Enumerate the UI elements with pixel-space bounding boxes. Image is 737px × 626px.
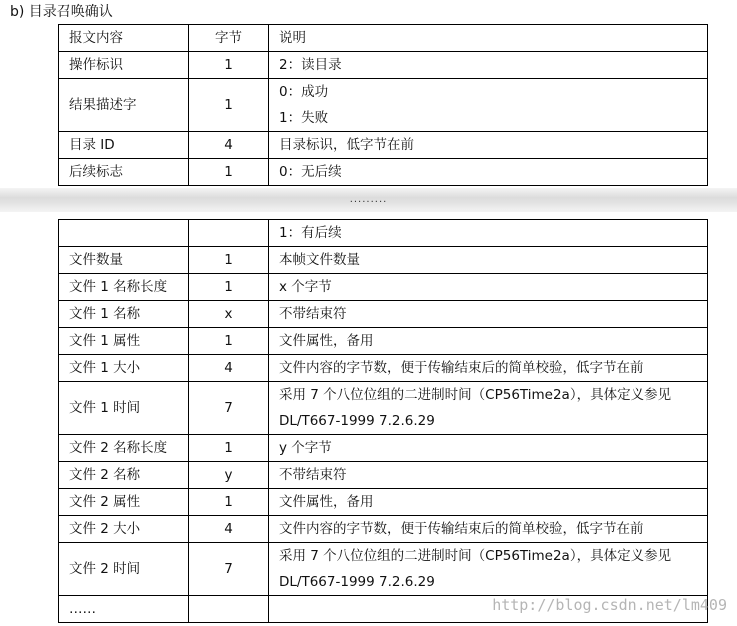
table-row [59, 220, 708, 247]
field-name-cell: 结果描述字 [59, 79, 189, 132]
byte-count-cell: 1 [189, 274, 269, 301]
description-cell [269, 516, 708, 543]
table-row [59, 489, 708, 516]
description-cell [269, 435, 708, 462]
byte-count-cell: 1 [189, 328, 269, 355]
description-cell [269, 159, 708, 186]
description-cell [269, 543, 708, 596]
section-heading: b) 目录召唤确认 [10, 4, 113, 20]
field-name-cell: 文件 2 大小 [59, 516, 189, 543]
field-name-cell: 文件 2 名称长度 [59, 435, 189, 462]
table-row [59, 516, 708, 543]
byte-count-cell: 1 [189, 52, 269, 79]
description-line: 目录标识，低字节在前 [279, 137, 414, 153]
description-line: 不带结束符 [279, 306, 347, 322]
description-line: 采用 7 个八位位组的二进制时间（CP56Time2a），具体定义参见 [279, 387, 672, 403]
table-row [59, 159, 708, 186]
description-line: 文件内容的字节数，便于传输结束后的简单校验，低字节在前 [279, 521, 644, 537]
byte-count-cell: 1 [189, 159, 269, 186]
byte-count-cell: x [189, 301, 269, 328]
description-line: 文件属性，备用 [279, 494, 374, 510]
field-name-cell: 文件 2 时间 [59, 543, 189, 596]
field-name-cell: 文件 1 名称 [59, 301, 189, 328]
table-row [59, 301, 708, 328]
header-field-name: 报文内容 [59, 25, 189, 52]
description-cell [269, 355, 708, 382]
description-line: y 个字节 [279, 440, 332, 456]
watermark: http://blog.csdn.net/lm409 [492, 596, 727, 614]
byte-count-cell [189, 596, 269, 623]
table-row [59, 79, 708, 132]
field-name-cell: …… [59, 596, 189, 623]
field-name-cell: 文件 1 时间 [59, 382, 189, 435]
description-line: 2：读目录 [279, 57, 342, 73]
byte-count-cell: 7 [189, 543, 269, 596]
description-line: 采用 7 个八位位组的二进制时间（CP56Time2a），具体定义参见 [279, 548, 672, 564]
description-line: 本帧文件数量 [279, 252, 360, 268]
field-name-cell: 目录 ID [59, 132, 189, 159]
directory-confirm-table-part1 [58, 24, 708, 186]
description-cell [269, 52, 708, 79]
table-row [59, 328, 708, 355]
field-name-cell: 操作标识 [59, 52, 189, 79]
description-line: 0：无后续 [279, 164, 342, 180]
description-line: 文件内容的字节数，便于传输结束后的简单校验，低字节在前 [279, 360, 644, 376]
header-description: 说明 [269, 25, 708, 52]
byte-count-cell: 1 [189, 247, 269, 274]
field-name-cell [59, 220, 189, 247]
table-row [59, 274, 708, 301]
description-line: DL/T667-1999 7.2.6.29 [279, 413, 435, 429]
page-break [0, 188, 737, 212]
byte-count-cell: 4 [189, 355, 269, 382]
field-name-cell: 文件数量 [59, 247, 189, 274]
table-row [59, 435, 708, 462]
table-row [59, 382, 708, 435]
table-header-row [59, 25, 708, 52]
field-name-cell: 后续标志 [59, 159, 189, 186]
byte-count-cell: 1 [189, 435, 269, 462]
byte-count-cell: 7 [189, 382, 269, 435]
field-name-cell: 文件 1 大小 [59, 355, 189, 382]
byte-count-cell: 1 [189, 79, 269, 132]
page-break-dots: ......... [349, 194, 388, 205]
directory-confirm-table-part2 [58, 219, 708, 623]
field-name-cell: 文件 1 名称长度 [59, 274, 189, 301]
description-cell [269, 462, 708, 489]
field-name-cell: 文件 2 属性 [59, 489, 189, 516]
table-row [59, 247, 708, 274]
byte-count-cell: 4 [189, 132, 269, 159]
table-row [59, 462, 708, 489]
description-line: x 个字节 [279, 279, 332, 295]
description-line: 1：有后续 [279, 225, 342, 241]
description-line: 文件属性，备用 [279, 333, 374, 349]
description-line: 1：失败 [279, 110, 329, 126]
field-name-cell: 文件 1 属性 [59, 328, 189, 355]
description-cell [269, 328, 708, 355]
description-line: DL/T667-1999 7.2.6.29 [279, 574, 435, 590]
table-row [59, 132, 708, 159]
description-cell [269, 132, 708, 159]
byte-count-cell: 1 [189, 489, 269, 516]
header-byte-count: 字节 [189, 25, 269, 52]
description-cell [269, 274, 708, 301]
table-row [59, 355, 708, 382]
byte-count-cell: y [189, 462, 269, 489]
description-cell [269, 247, 708, 274]
description-cell [269, 220, 708, 247]
description-line: 不带结束符 [279, 467, 347, 483]
byte-count-cell [189, 220, 269, 247]
table-row [59, 543, 708, 596]
table-row [59, 52, 708, 79]
description-cell [269, 79, 708, 132]
byte-count-cell: 4 [189, 516, 269, 543]
description-cell [269, 382, 708, 435]
description-cell [269, 489, 708, 516]
field-name-cell: 文件 2 名称 [59, 462, 189, 489]
description-line: 0：成功 [279, 84, 329, 100]
description-cell [269, 301, 708, 328]
